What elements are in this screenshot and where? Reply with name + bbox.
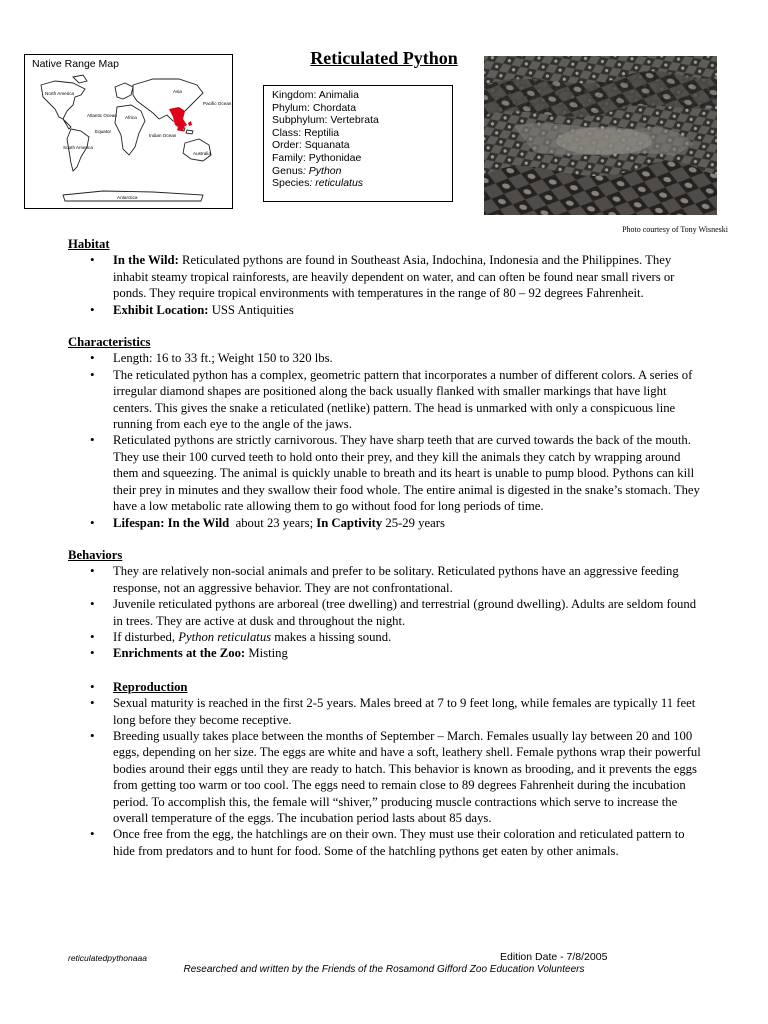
map-label-africa: Africa: [125, 115, 137, 120]
reproduction-heading: Reproduction: [113, 679, 188, 694]
taxonomy-row: [272, 89, 452, 102]
taxonomy-label: Phylum:: [272, 101, 313, 114]
exhibit-text: USS Antiquities: [208, 302, 294, 317]
captivity-label: In Captivity: [316, 515, 383, 530]
list-item: [68, 629, 704, 645]
taxonomy-label: Order:: [272, 139, 305, 152]
map-label-atlantic-ocean: Atlantic Ocean: [87, 113, 117, 118]
map-title: Native Range Map: [32, 58, 119, 70]
list-item: • Once free from the egg, the hatchlings are on their own. They must use their coloration and reticulated pattern to hide from predators and to hunt for food. Some of the hatchling pythons get eaten by other animals.: [68, 826, 704, 859]
main-content: [68, 236, 704, 859]
characteristics-list: [68, 350, 704, 530]
footer-credit: Researched and written by the Friends of the Rosamond Gifford Zoo Education Volunteers: [183, 964, 585, 975]
disturbed-pre: If disturbed,: [113, 629, 179, 644]
enrichment-text: Misting: [245, 646, 288, 661]
native-range-map: [24, 54, 233, 209]
behaviors-list: [68, 563, 704, 661]
list-item: • Reticulated pythons are strictly carnivorous. They have sharp teeth that are curved towards the back of the mouth. They use their 100 curved teeth to hold onto their prey, and they kill the animals they catch by wrapping around them and squeezing. The animal is quickly unable to breath and its heart is unable to pump blood. Pythons can kill their prey in minutes and they swallow their food whole. The entire animal is digested in the snake’s stomach. They have a low metabolic rate allowing them to go without food for long periods of time.: [68, 432, 704, 514]
taxonomy-value: Squanata: [304, 139, 350, 152]
list-item: [68, 645, 704, 661]
photo-caption: Photo courtesy of Tony Wisneski: [622, 225, 728, 234]
species-name: Python reticulatus: [178, 629, 272, 644]
enrichment-label: Enrichments at the Zoo:: [113, 646, 246, 661]
taxonomy-label: Genus: [272, 164, 303, 177]
taxonomy-row: [272, 165, 452, 178]
list-item: • They are relatively non-social animals and prefer to be solitary. Reticulated pythons have an aggressive feeding response, not an aggressive behavior. They are not confrontational.: [68, 563, 704, 596]
world-map-image: [33, 71, 232, 206]
taxonomy-row: [272, 139, 452, 152]
taxonomy-value: : Python: [302, 164, 342, 177]
taxonomy-box: [263, 85, 453, 202]
taxonomy-row: [272, 152, 452, 165]
page-title: Reticulated Python: [310, 48, 458, 68]
wild-text: Reticulated pythons are found in Southeast Asia, Indochina, Indonesia and the Philippines. They inhabit steamy tropical rainforests, are heavily dependent on water, and can often be found near small rivers or ponds. They require tropical environments with temperatures in the range of 80 – 92 degrees Fahrenheit.: [113, 253, 675, 301]
wild-label: In the Wild:: [113, 253, 179, 268]
map-label-indian-ocean: Indian Ocean: [149, 133, 177, 138]
map-label-pacific-ocean: Pacific Ocean: [203, 101, 232, 106]
list-item: [68, 252, 704, 301]
map-label-north-america: North America: [45, 91, 75, 96]
taxonomy-value: Animalia: [318, 89, 359, 101]
list-item: [68, 302, 704, 318]
captivity-text: 25-29 years: [382, 515, 445, 530]
python-photo: [484, 56, 717, 215]
habitat-heading: Habitat: [68, 237, 110, 251]
taxonomy-label: Subphylum:: [272, 114, 331, 127]
map-label-equator: Equator: [95, 129, 112, 134]
list-item: • Breeding usually takes place between the months of September – March. Females usually lay between 20 and 100 eggs, depending on her size. The eggs are white and have a soft, leathery shell. Female pythons wrap their powerful bodies around their eggs until they are ready to hatch. This behavior is known as brooding, and it prevents the eggs from getting too warm or too cool. The eggs need to remain close to 89 degrees Fahrenheit during the incubation period. To accomplish this, the female will “shiver,” producing muscle contractions which serve to increase the overall temperature of the eggs. The incubation period lasts about 85 days.: [68, 728, 704, 826]
taxonomy-value: Reptilia: [304, 126, 340, 139]
taxonomy-value: Vertebrata: [330, 114, 379, 127]
taxonomy-value: Pythonidae: [308, 151, 362, 164]
map-label-south-america: South America: [63, 145, 93, 150]
taxonomy-row: [272, 177, 452, 190]
taxonomy-label: Class:: [272, 126, 305, 139]
footer-filename: reticulatedpythonaaa: [68, 953, 147, 963]
habitat-list: [68, 252, 704, 318]
taxonomy-row: [272, 114, 452, 127]
taxonomy-label: Kingdom:: [272, 89, 319, 101]
exhibit-label: Exhibit Location:: [113, 302, 209, 317]
map-label-antarctica: Antarctica: [117, 195, 138, 200]
taxonomy-row: [272, 102, 452, 115]
taxonomy-value: : reticulatus: [309, 177, 364, 190]
taxonomy-value: Chordata: [312, 101, 357, 114]
map-label-asia: Asia: [173, 89, 182, 94]
taxonomy-row: [272, 127, 452, 140]
map-label-australia: Australia: [193, 151, 211, 156]
characteristics-heading: Characteristics: [68, 335, 151, 350]
disturbed-post: makes a hissing sound.: [271, 629, 392, 644]
list-item: [68, 515, 704, 531]
list-item: • Juvenile reticulated pythons are arboreal (tree dwelling) and terrestrial (ground dwelling). Adults are seldom found in trees. They are active at dusk and throughout the night.: [68, 596, 704, 629]
list-item: • The reticulated python has a complex, geometric pattern that incorporates a number of different colors. A series of irregular diamond shapes are positioned along the back usually flanked with smaller markings that have light centers. This gives the snake a reticulated (netlike) pattern. The head is unmarked with only a conspicuous line running from each eye to the angle of the jaws.: [68, 367, 704, 433]
list-item: • Length: 16 to 33 ft.; Weight 150 to 320 lbs.: [68, 350, 704, 366]
lifespan-wild-text: about 23 years;: [229, 515, 317, 530]
taxonomy-label: Species: [272, 177, 310, 190]
behaviors-heading: Behaviors: [68, 547, 123, 562]
lifespan-label: Lifespan: In the Wild: [113, 515, 230, 530]
footer-edition-date: Edition Date - 7/8/2005: [500, 951, 608, 963]
taxonomy-label: Family:: [272, 151, 309, 164]
reproduction-list: [68, 679, 704, 859]
list-item: • Sexual maturity is reached in the first 2-5 years. Males breed at 7 to 9 feet long, while females are typically 11 feet long before they become receptive.: [68, 695, 704, 728]
reproduction-heading-item: [68, 679, 704, 695]
